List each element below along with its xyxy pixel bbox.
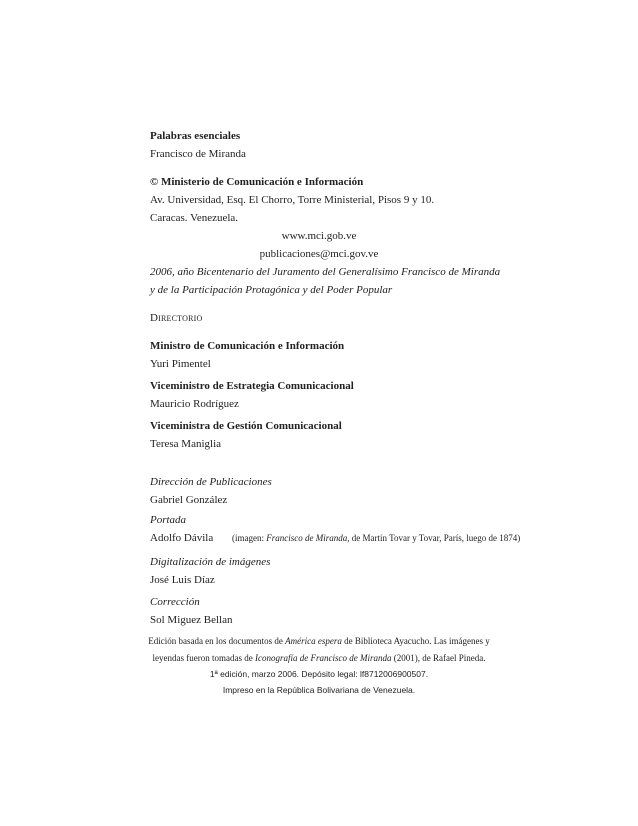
motto-line-2: y de la Participación Protagónica y del Poder Popular [150, 284, 393, 296]
motto-line-1: 2006, año Bicentenario del Juramento del Generalísimo Francisco de Miranda [150, 266, 501, 278]
edition-note-text: Edición basada en los documentos de [148, 636, 286, 646]
credit-role: Corrección [150, 596, 200, 608]
edition-legal-deposit: 1ª edición, marzo 2006. Depósito legal: lf8712006900507. [209, 669, 429, 679]
credit-name: José Luis Díaz [150, 574, 215, 586]
directory-role: Viceministro de Estrategia Comunicacional [150, 380, 354, 392]
edition-note-text: (2001), de Rafael Pineda. [391, 653, 486, 663]
edition-note-title: América espera [285, 636, 342, 646]
cover-note-suffix: , de Martín Tovar y Tovar, París, luego de 1874) [347, 533, 521, 543]
directory-role: Ministro de Comunicación e Información [150, 340, 345, 352]
credit-role: Portada [150, 514, 187, 526]
edition-note-text: de Biblioteca Ayacucho. Las imágenes y [341, 636, 490, 646]
credit-name: Sol Miguez Bellan [150, 614, 233, 626]
edition-note-line-2 [0, 653, 638, 664]
printed-in: Impreso en la República Bolivariana de Venezuela. [222, 685, 416, 695]
edition-note-line-1 [0, 636, 638, 647]
address-line-1: Av. Universidad, Esq. El Chorro, Torre Ministerial, Pisos 9 y 10. [150, 194, 435, 206]
credit-role: Dirección de Publicaciones [150, 476, 272, 488]
address-line-2: Caracas. Venezuela. [150, 212, 239, 224]
credit-name: Gabriel González [150, 494, 228, 506]
email-link[interactable]: publicaciones@mci.gov.ve [259, 248, 379, 260]
author-name: Francisco de Miranda [150, 148, 246, 160]
edition-note-title: Iconografía de Francisco de Miranda [255, 653, 392, 663]
credit-name: Adolfo Dávila [150, 532, 214, 544]
credit-role: Digitalización de imágenes [150, 556, 271, 568]
edition-note-text: leyendas fueron tomadas de [152, 653, 255, 663]
copyright-line: © Ministerio de Comunicación e Información [150, 176, 364, 188]
cover-image-note [232, 533, 520, 544]
cover-note-title: Francisco de Miranda [266, 533, 348, 543]
directory-name: Mauricio Rodríguez [150, 398, 239, 410]
directory-name: Yuri Pimentel [150, 358, 211, 370]
cover-note-prefix: (imagen: [232, 533, 267, 543]
directory-role: Viceministra de Gestión Comunicacional [150, 420, 342, 432]
directory-heading: Directorio [150, 312, 203, 324]
website-link[interactable]: www.mci.gob.ve [281, 230, 357, 242]
directory-name: Teresa Maniglia [150, 438, 222, 450]
series-title: Palabras esenciales [150, 130, 241, 142]
